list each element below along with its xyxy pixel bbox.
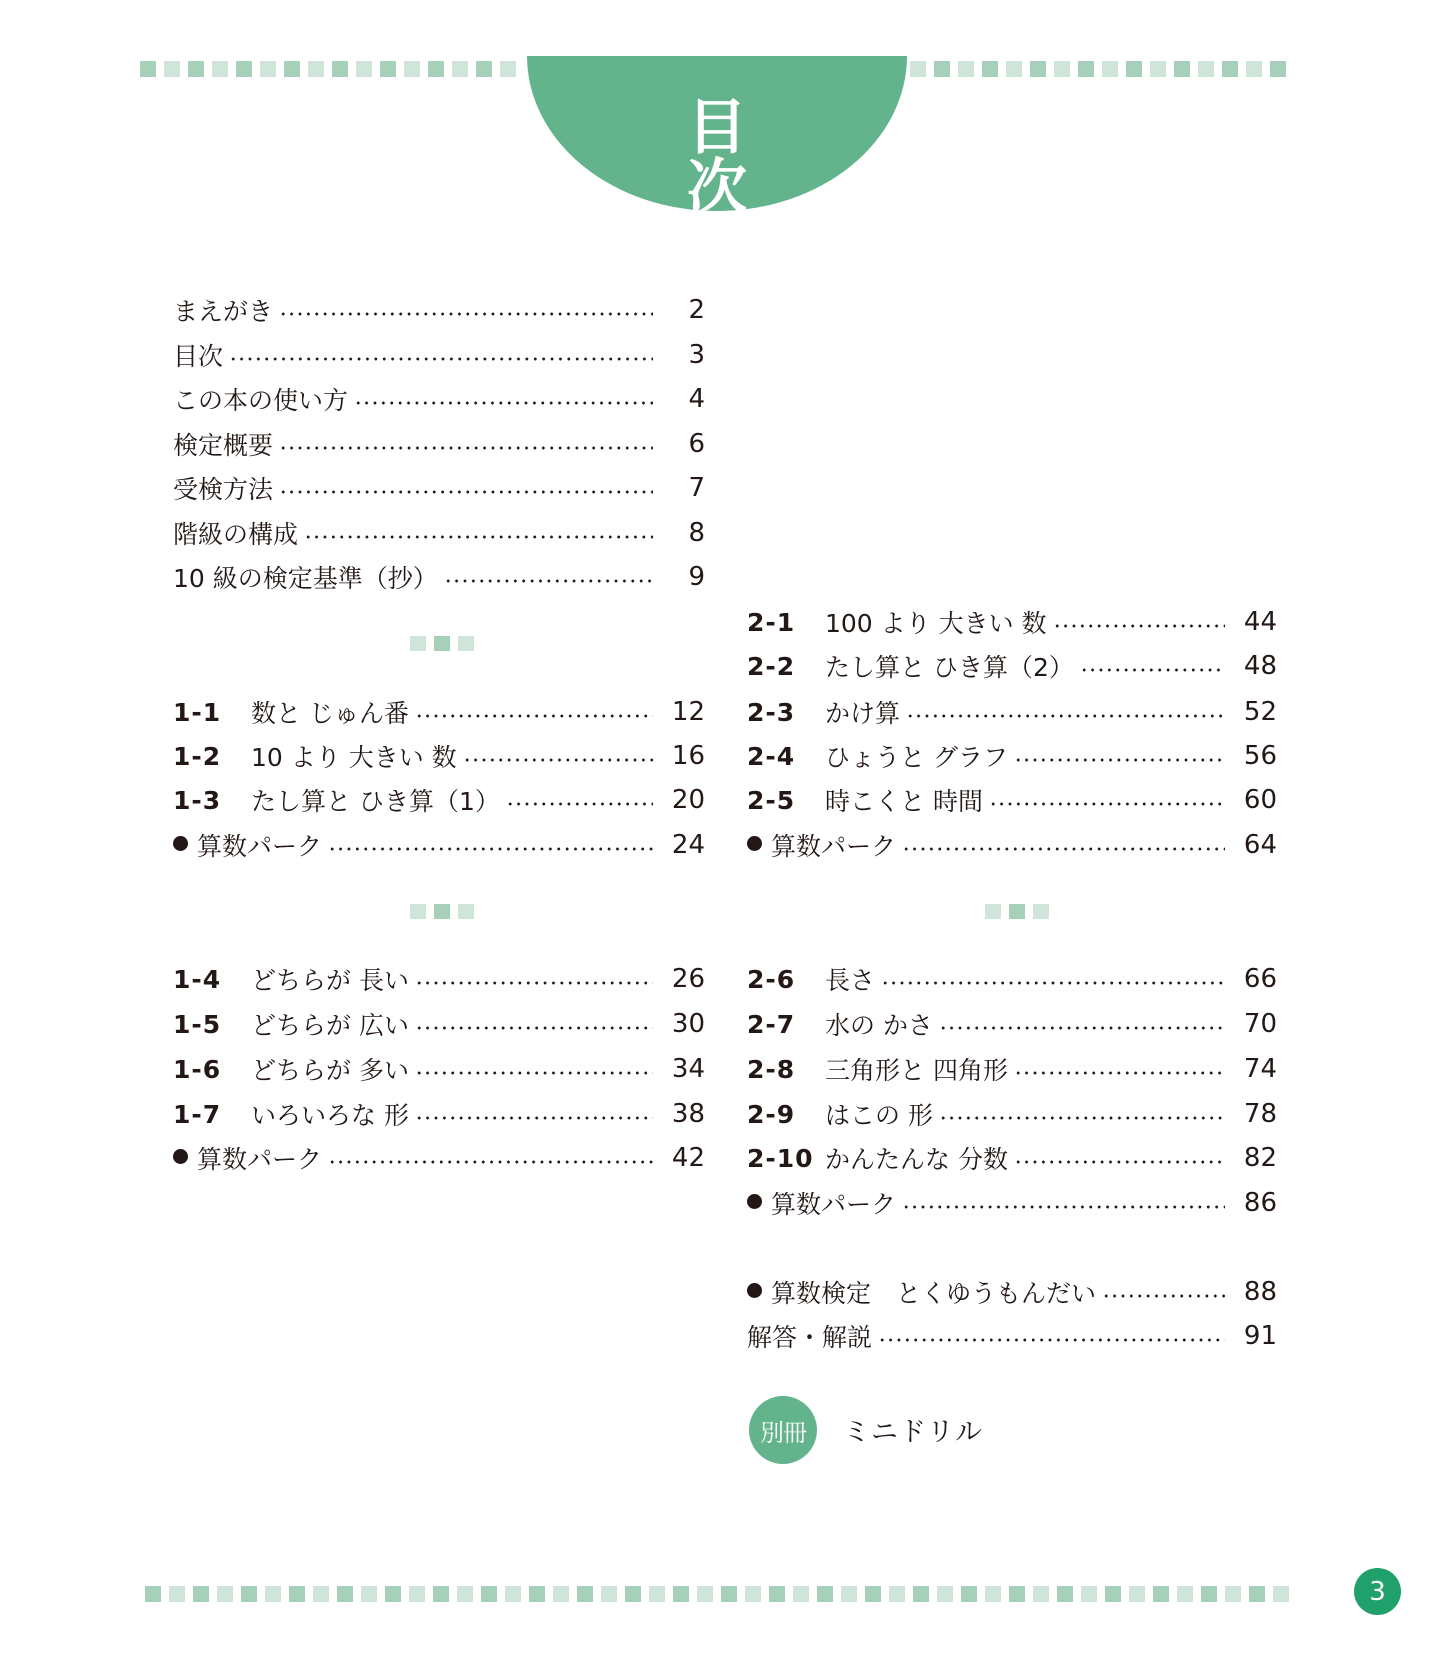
entry-title-text: 100 より 大きい 数 <box>825 609 1047 638</box>
entry-title <box>173 426 273 462</box>
strip-square <box>404 61 420 77</box>
strip-square <box>1249 1586 1265 1602</box>
strip-square <box>1273 1586 1289 1602</box>
entry-title <box>173 337 223 373</box>
page-ref: 16 <box>671 741 705 771</box>
entry-title-text: 水の かさ <box>825 1011 933 1040</box>
strip-square <box>452 61 468 77</box>
chapter-number: 2-10 <box>747 1143 814 1173</box>
entry-title-text: 検定概要 <box>173 431 274 460</box>
entry-title-text: 算数パーク <box>197 1145 323 1174</box>
top-strip-left <box>140 61 516 77</box>
strip-square <box>265 1586 281 1602</box>
toc-entry[interactable] <box>173 381 705 417</box>
page-ref: 70 <box>1243 1009 1277 1039</box>
page-ref: 8 <box>688 518 705 548</box>
bottom-strip <box>145 1586 1289 1602</box>
strip-square <box>289 1586 305 1602</box>
page-ref: 34 <box>671 1054 705 1084</box>
page-title: 目 次 <box>687 93 927 223</box>
chapter-number: 1-1 <box>173 697 222 727</box>
strip-square <box>337 1586 353 1602</box>
bullet-icon <box>173 836 188 851</box>
dot-leader <box>1014 1160 1225 1164</box>
chapter-number: 2-1 <box>747 607 796 637</box>
page-ref: 52 <box>1243 697 1277 727</box>
entry-title <box>825 1006 933 1042</box>
entry-title-text: たし算と ひき算（2） <box>825 653 1074 682</box>
strip-square <box>1201 1586 1217 1602</box>
strip-square <box>625 1586 641 1602</box>
entry-title <box>251 738 457 774</box>
entry-title-text: 目次 <box>173 342 224 371</box>
strip-square <box>188 61 204 77</box>
strip-square <box>409 1586 425 1602</box>
dot-leader <box>1053 624 1225 628</box>
toc-entry[interactable] <box>747 738 1277 774</box>
strip-square <box>505 1586 521 1602</box>
entry-title <box>825 648 1074 684</box>
dot-leader <box>415 1071 653 1075</box>
dot-leader <box>1014 1071 1225 1075</box>
dot-leader <box>1102 1294 1225 1298</box>
strip-square <box>236 61 252 77</box>
strip-square <box>1057 1586 1073 1602</box>
entry-title <box>771 1185 896 1221</box>
toc-entry[interactable] <box>173 426 705 462</box>
strip-square <box>332 61 348 77</box>
strip-square <box>241 1586 257 1602</box>
strip-square <box>721 1586 737 1602</box>
strip-square <box>1246 61 1262 77</box>
strip-square <box>985 1586 1001 1602</box>
entry-title <box>173 470 273 506</box>
entry-title-text: 算数パーク <box>197 832 323 861</box>
page-ref: 74 <box>1243 1054 1277 1084</box>
strip-square <box>1102 61 1118 77</box>
strip-square <box>1006 61 1022 77</box>
entry-title <box>771 1274 1096 1310</box>
strip-square <box>934 61 950 77</box>
strip-square <box>380 61 396 77</box>
toc-entry[interactable] <box>173 827 705 863</box>
dot-leader <box>354 401 653 405</box>
strip-square <box>577 1586 593 1602</box>
page-ref: 26 <box>671 964 705 994</box>
toc-entry[interactable] <box>747 1140 1277 1176</box>
chapter-number: 2-4 <box>747 741 796 771</box>
entry-title-text: ひょうと グラフ <box>825 743 1008 772</box>
strip-square <box>1030 61 1046 77</box>
entry-title <box>173 515 298 551</box>
strip-square <box>217 1586 233 1602</box>
dot-leader <box>304 535 653 539</box>
chapter-number: 2-7 <box>747 1009 796 1039</box>
bullet-icon <box>173 1149 188 1164</box>
strip-square <box>1225 1586 1241 1602</box>
page-ref: 3 <box>688 340 705 370</box>
strip-square <box>1054 61 1070 77</box>
strip-square <box>164 61 180 77</box>
strip-square <box>476 61 492 77</box>
strip-square <box>1153 1586 1169 1602</box>
toc-entry[interactable] <box>173 470 705 506</box>
entry-title-text: どちらが 長い <box>251 966 409 995</box>
page-number-badge: 3 <box>1354 1568 1401 1615</box>
page-ref: 56 <box>1243 741 1277 771</box>
entry-title-text: 時こくと 時間 <box>825 787 983 816</box>
bullet-icon <box>747 836 762 851</box>
page-ref: 64 <box>1243 830 1277 860</box>
entry-title-text: いろいろな 形 <box>251 1101 409 1130</box>
dot-leader <box>906 714 1225 718</box>
toc-entry[interactable] <box>173 292 705 328</box>
strip-square <box>553 1586 569 1602</box>
entry-title-text: はこの 形 <box>825 1101 933 1130</box>
strip-square <box>1009 1586 1025 1602</box>
entry-title-text: どちらが 多い <box>251 1056 409 1085</box>
toc-entry[interactable] <box>173 337 705 373</box>
strip-square <box>356 61 372 77</box>
strip-square <box>982 61 998 77</box>
entry-title <box>825 1096 933 1132</box>
entry-title-text: 10 級の検定基準（抄） <box>173 564 438 593</box>
page-ref: 12 <box>671 697 705 727</box>
strip-square <box>1078 61 1094 77</box>
strip-square <box>1222 61 1238 77</box>
dot-leader <box>939 1026 1225 1030</box>
page-ref: 2 <box>688 295 705 325</box>
dot-leader <box>1080 668 1225 672</box>
strip-square <box>385 1586 401 1602</box>
toc-entry[interactable] <box>747 827 1277 863</box>
toc-entry[interactable] <box>747 648 1277 684</box>
entry-title-text: 算数検定 とくゆうもんだい <box>771 1279 1097 1308</box>
toc-entry[interactable] <box>173 961 705 997</box>
chapter-number: 1-7 <box>173 1099 222 1129</box>
strip-square <box>212 61 228 77</box>
dot-leader <box>328 847 653 851</box>
page-ref: 86 <box>1243 1188 1277 1218</box>
entry-title-text: たし算と ひき算（1） <box>251 787 500 816</box>
page-ref: 88 <box>1243 1277 1277 1307</box>
entry-title <box>251 961 409 997</box>
entry-title <box>251 1051 409 1087</box>
toc-entry[interactable] <box>747 1006 1277 1042</box>
dot-leader <box>415 981 653 985</box>
strip-square <box>140 61 156 77</box>
strip-square <box>529 1586 545 1602</box>
dot-leader <box>279 446 653 450</box>
dot-leader <box>328 1160 653 1164</box>
section-divider-2 <box>410 904 474 919</box>
chapter-number: 2-8 <box>747 1054 796 1084</box>
page-ref: 20 <box>671 785 705 815</box>
strip-square <box>865 1586 881 1602</box>
dot-leader <box>279 312 653 316</box>
entry-title <box>251 782 500 818</box>
page-ref: 9 <box>688 562 705 592</box>
page-ref: 60 <box>1243 785 1277 815</box>
strip-square <box>428 61 444 77</box>
strip-square <box>1177 1586 1193 1602</box>
strip-square <box>169 1586 185 1602</box>
strip-square <box>433 1586 449 1602</box>
toc-entry[interactable] <box>747 1318 1277 1354</box>
page-ref: 66 <box>1243 964 1277 994</box>
strip-square <box>649 1586 665 1602</box>
chapter-number: 2-2 <box>747 651 796 681</box>
entry-title <box>251 1096 409 1132</box>
entry-title-text: 長さ <box>825 966 876 995</box>
entry-title-text: 数と じゅん番 <box>251 699 409 728</box>
chapter-number: 1-4 <box>173 964 222 994</box>
supplement-badge: 別冊 <box>749 1396 817 1464</box>
section-divider-3 <box>985 904 1049 919</box>
strip-square <box>1270 61 1286 77</box>
entry-title-text: かんたんな 分数 <box>825 1145 1008 1174</box>
page-ref: 91 <box>1243 1321 1277 1351</box>
strip-square <box>937 1586 953 1602</box>
entry-title-text: 階級の構成 <box>173 520 299 549</box>
dot-leader <box>444 579 653 583</box>
toc-entry[interactable] <box>747 782 1277 818</box>
entry-title <box>251 694 409 730</box>
strip-square <box>961 1586 977 1602</box>
page-ref: 42 <box>671 1143 705 1173</box>
dot-leader <box>229 357 653 361</box>
strip-square <box>673 1586 689 1602</box>
header-banner <box>527 56 927 223</box>
toc-entry[interactable] <box>173 1006 705 1042</box>
page-ref: 44 <box>1243 607 1277 637</box>
toc-entry[interactable] <box>173 694 705 730</box>
page-ref: 48 <box>1243 651 1277 681</box>
entry-title-text: 解答・解説 <box>747 1323 873 1352</box>
strip-square <box>1174 61 1190 77</box>
entry-title-text: 三角形と 四角形 <box>825 1056 1008 1085</box>
dot-leader <box>463 758 653 762</box>
dot-leader <box>415 714 653 718</box>
strip-square <box>601 1586 617 1602</box>
strip-square <box>889 1586 905 1602</box>
strip-square <box>308 61 324 77</box>
entry-title <box>747 1318 872 1354</box>
entry-title-text: 算数パーク <box>771 832 897 861</box>
dot-leader <box>506 802 653 806</box>
page-ref: 7 <box>688 473 705 503</box>
strip-square <box>958 61 974 77</box>
supplement-label[interactable]: ミニドリル <box>843 1417 983 1448</box>
chapter-number: 2-3 <box>747 697 796 727</box>
bullet-icon <box>747 1283 762 1298</box>
toc-entry[interactable] <box>747 1185 1277 1221</box>
strip-square <box>1033 1586 1049 1602</box>
toc-entry[interactable] <box>173 1140 705 1176</box>
strip-square <box>793 1586 809 1602</box>
toc-entry[interactable] <box>173 559 705 595</box>
strip-square <box>745 1586 761 1602</box>
chapter-number: 2-6 <box>747 964 796 994</box>
strip-square <box>1198 61 1214 77</box>
strip-square <box>1081 1586 1097 1602</box>
strip-square <box>769 1586 785 1602</box>
page-ref: 6 <box>688 429 705 459</box>
page-ref: 82 <box>1243 1143 1277 1173</box>
entry-title-text: この本の使い方 <box>173 386 349 415</box>
entry-title <box>197 1140 322 1176</box>
entry-title <box>825 961 875 997</box>
dot-leader <box>902 1205 1225 1209</box>
entry-title-text: 受検方法 <box>173 475 274 504</box>
entry-title-text: 算数パーク <box>771 1190 897 1219</box>
entry-title <box>771 827 896 863</box>
entry-title <box>825 1051 1008 1087</box>
entry-title-text: どちらが 広い <box>251 1011 409 1040</box>
entry-title <box>825 694 900 730</box>
chapter-number: 1-6 <box>173 1054 222 1084</box>
toc-entry[interactable] <box>173 738 705 774</box>
strip-square <box>1150 61 1166 77</box>
entry-title <box>173 381 348 417</box>
strip-square <box>817 1586 833 1602</box>
entry-title <box>173 559 438 595</box>
dot-leader <box>902 847 1225 851</box>
strip-square <box>193 1586 209 1602</box>
dot-leader <box>415 1116 653 1120</box>
entry-title-text: まえがき <box>173 297 274 326</box>
strip-square <box>284 61 300 77</box>
dot-leader <box>939 1116 1225 1120</box>
dot-leader <box>279 490 653 494</box>
dot-leader <box>415 1026 653 1030</box>
toc-entry[interactable] <box>747 1051 1277 1087</box>
entry-title <box>825 604 1047 640</box>
chapter-number: 2-5 <box>747 785 796 815</box>
toc-entry[interactable] <box>747 604 1277 640</box>
strip-square <box>697 1586 713 1602</box>
strip-square <box>361 1586 377 1602</box>
strip-square <box>481 1586 497 1602</box>
chapter-number: 1-3 <box>173 785 222 815</box>
toc-entry[interactable] <box>173 1096 705 1132</box>
toc-entry[interactable] <box>747 1096 1277 1132</box>
entry-title <box>825 1140 1008 1176</box>
toc-entry[interactable] <box>747 694 1277 730</box>
chapter-number: 1-2 <box>173 741 222 771</box>
strip-square <box>1126 61 1142 77</box>
strip-square <box>145 1586 161 1602</box>
entry-title <box>173 292 273 328</box>
section-divider-1 <box>410 636 474 651</box>
chapter-number: 1-5 <box>173 1009 222 1039</box>
page-ref: 38 <box>671 1099 705 1129</box>
strip-square <box>313 1586 329 1602</box>
page-ref: 4 <box>688 384 705 414</box>
strip-square <box>913 1586 929 1602</box>
strip-square <box>1105 1586 1121 1602</box>
strip-square <box>500 61 516 77</box>
strip-square <box>457 1586 473 1602</box>
strip-square <box>910 61 926 77</box>
strip-square <box>1129 1586 1145 1602</box>
top-strip-right <box>910 61 1286 77</box>
entry-title <box>825 782 983 818</box>
entry-title <box>197 827 322 863</box>
strip-square <box>260 61 276 77</box>
entry-title-text: 10 より 大きい 数 <box>251 743 457 772</box>
dot-leader <box>989 802 1225 806</box>
strip-square <box>841 1586 857 1602</box>
toc-entry[interactable] <box>747 1274 1277 1310</box>
dot-leader <box>881 981 1225 985</box>
entry-title <box>825 738 1008 774</box>
toc-entry[interactable] <box>747 961 1277 997</box>
dot-leader <box>878 1338 1225 1342</box>
entry-title-text: かけ算 <box>825 699 901 728</box>
toc-entry[interactable] <box>173 1051 705 1087</box>
page-ref: 30 <box>671 1009 705 1039</box>
entry-title <box>251 1006 409 1042</box>
chapter-number: 2-9 <box>747 1099 796 1129</box>
toc-entry[interactable] <box>173 782 705 818</box>
bullet-icon <box>747 1194 762 1209</box>
page-ref: 78 <box>1243 1099 1277 1129</box>
toc-entry[interactable] <box>173 515 705 551</box>
dot-leader <box>1014 758 1225 762</box>
page-ref: 24 <box>671 830 705 860</box>
